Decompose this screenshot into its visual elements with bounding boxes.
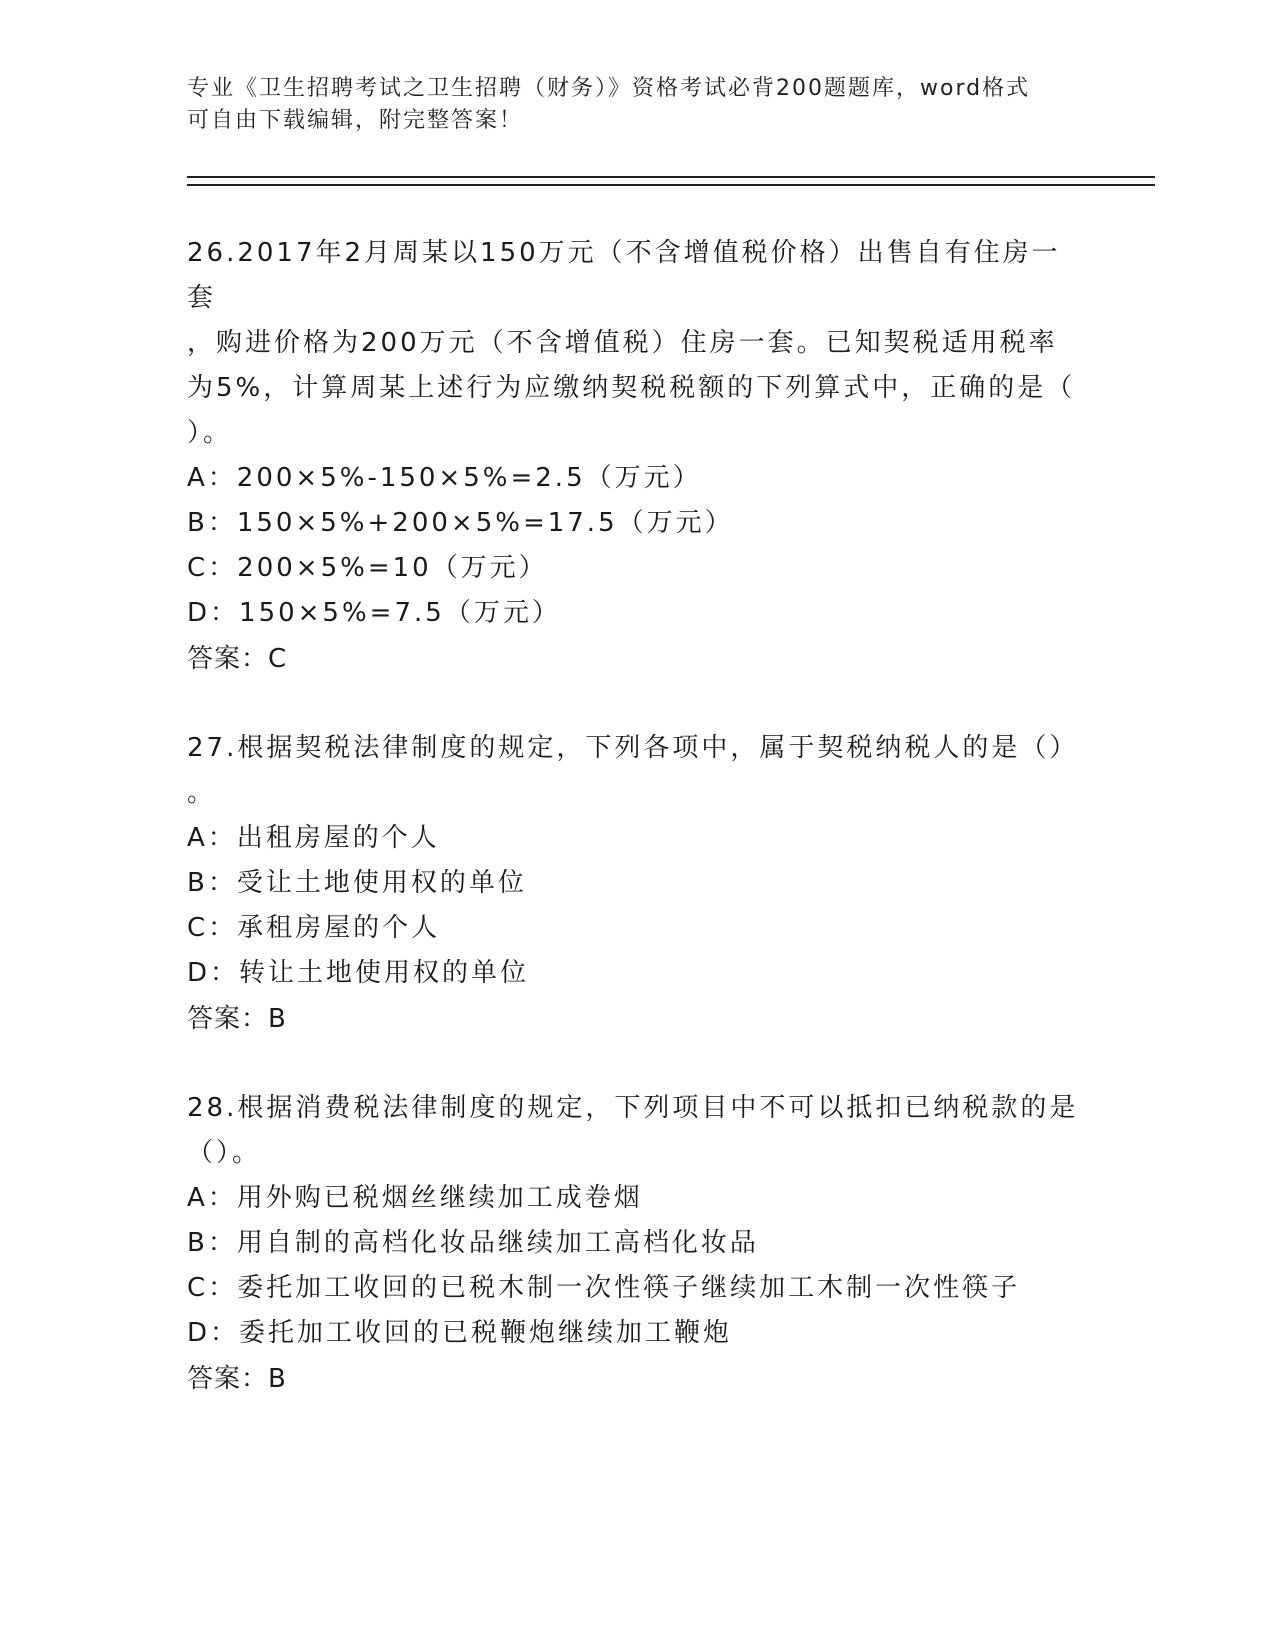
question-stem: 28.根据消费税法律制度的规定，下列项目中不可以抵扣已纳税款的是 （）。 <box>187 1093 1079 1168</box>
option-c: C：200×5%=10（万元） <box>187 553 548 583</box>
option-a: A：出租房屋的个人 <box>187 823 440 853</box>
header-line-2: 可自由下载编辑，附完整答案！ <box>187 108 524 133</box>
option-d: D：委托加工收回的已税鞭炮继续加工鞭炮 <box>187 1318 733 1348</box>
option-c: C：委托加工收回的已税木制一次性筷子继续加工木制一次性筷子 <box>187 1273 1021 1303</box>
question-28 <box>187 1086 1087 1402</box>
option-a: A：200×5%-150×5%=2.5（万元） <box>187 463 702 493</box>
answer: 答案：C <box>187 644 288 674</box>
question-list <box>187 231 1087 1446</box>
option-b: B：150×5%+200×5%=17.5（万元） <box>187 508 734 538</box>
question-stem: 26.2017年2月周某以150万元（不含增值税价格）出售自有住房一套 ，购进价格为200万元（不含增值税）住房一套。已知契税适用税率 为5%，计算周某上述行为应缴纳契税税额的下列算式中，正确的是（ ）。 <box>187 238 1076 448</box>
option-b: B：用自制的高档化妆品继续加工高档化妆品 <box>187 1228 759 1258</box>
question-26 <box>187 231 1087 682</box>
question-27 <box>187 726 1087 1042</box>
question-stem: 27.根据契税法律制度的规定，下列各项中，属于契税纳税人的是（） 。 <box>187 733 1079 808</box>
option-c: C：承租房屋的个人 <box>187 913 441 943</box>
answer: 答案：B <box>187 1004 287 1034</box>
option-d: D：150×5%=7.5（万元） <box>187 598 561 628</box>
option-b: B：受让土地使用权的单位 <box>187 868 527 898</box>
header-double-rule <box>187 176 1155 186</box>
header-line-1: 专业《卫生招聘考试之卫生招聘（财务）》资格考试必背200题题库，word格式 <box>187 76 1031 101</box>
document-header <box>187 73 1087 137</box>
option-a: A：用外购已税烟丝继续加工成卷烟 <box>187 1183 643 1213</box>
answer: 答案：B <box>187 1364 287 1394</box>
option-d: D：转让土地使用权的单位 <box>187 958 530 988</box>
